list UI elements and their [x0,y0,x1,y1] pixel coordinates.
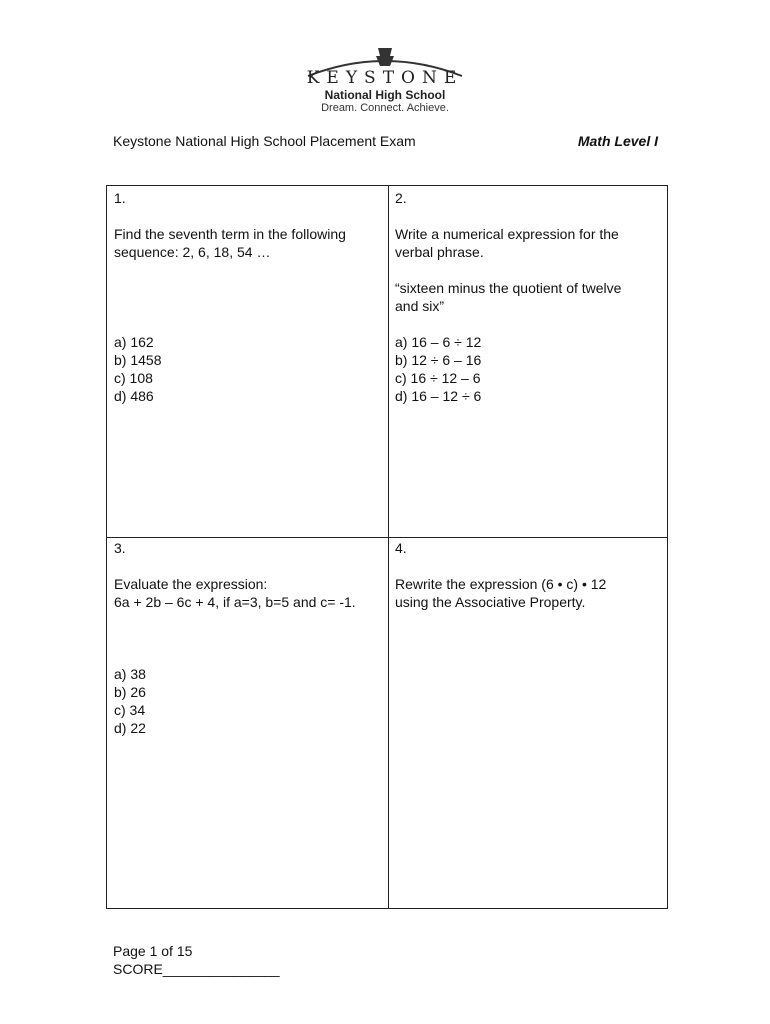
question-number: 3. [114,540,126,556]
question-text-line: 6a + 2b – 6c + 4, if a=3, b=5 and c= -1. [114,594,356,610]
grid-divider-horizontal [107,537,667,538]
question-text-line: verbal phrase. [395,244,484,260]
verbal-phrase-line: and six” [395,298,445,314]
question-3 [114,539,386,737]
answer-option: c) 108 [114,370,153,386]
question-number: 4. [395,540,407,556]
question-number: 1. [114,190,126,206]
answer-option: c) 16 ÷ 12 – 6 [395,370,481,386]
exam-title: Keystone National High School Placement Exam [113,133,416,149]
question-text-line: sequence: 2, 6, 18, 54 … [114,244,271,260]
question-text-line: Evaluate the expression: [114,576,268,592]
answer-option: b) 12 ÷ 6 – 16 [395,352,482,368]
page-number: Page 1 of 15 [113,943,193,959]
question-grid [106,185,668,909]
logo-school: National High School [324,88,446,102]
question-number: 2. [395,190,407,206]
question-4 [395,539,663,611]
logo-name: KEYSTONE [306,68,464,88]
verbal-phrase-line: “sixteen minus the quotient of twelve [395,280,622,296]
answer-option: d) 486 [114,388,154,404]
exam-level: Math Level I [577,133,658,149]
question-text-line: Write a numerical expression for the [395,226,619,242]
logo-tagline: Dream. Connect. Achieve. [321,102,449,114]
answer-option: b) 1458 [114,352,162,368]
answer-option: d) 22 [114,720,146,736]
answer-option: a) 16 – 6 ÷ 12 [395,334,482,350]
answer-options [114,333,382,405]
answer-options [114,665,386,737]
score-field: SCORE_______________ [113,961,280,977]
question-1 [114,189,382,405]
question-text-line: Find the seventh term in the following [114,226,346,242]
answer-option: a) 38 [114,666,146,682]
keystone-logo [300,42,470,114]
answer-options [395,333,663,405]
answer-option: c) 34 [114,702,146,718]
page-footer [113,942,280,978]
question-text-line: Rewrite the expression (6 • c) • 12 [395,576,607,592]
answer-option: a) 162 [114,334,154,350]
answer-option: d) 16 – 12 ÷ 6 [395,388,482,404]
grid-divider-vertical [388,186,389,908]
answer-option: b) 26 [114,684,146,700]
question-2 [395,189,663,405]
question-text-line: using the Associative Property. [395,594,586,610]
